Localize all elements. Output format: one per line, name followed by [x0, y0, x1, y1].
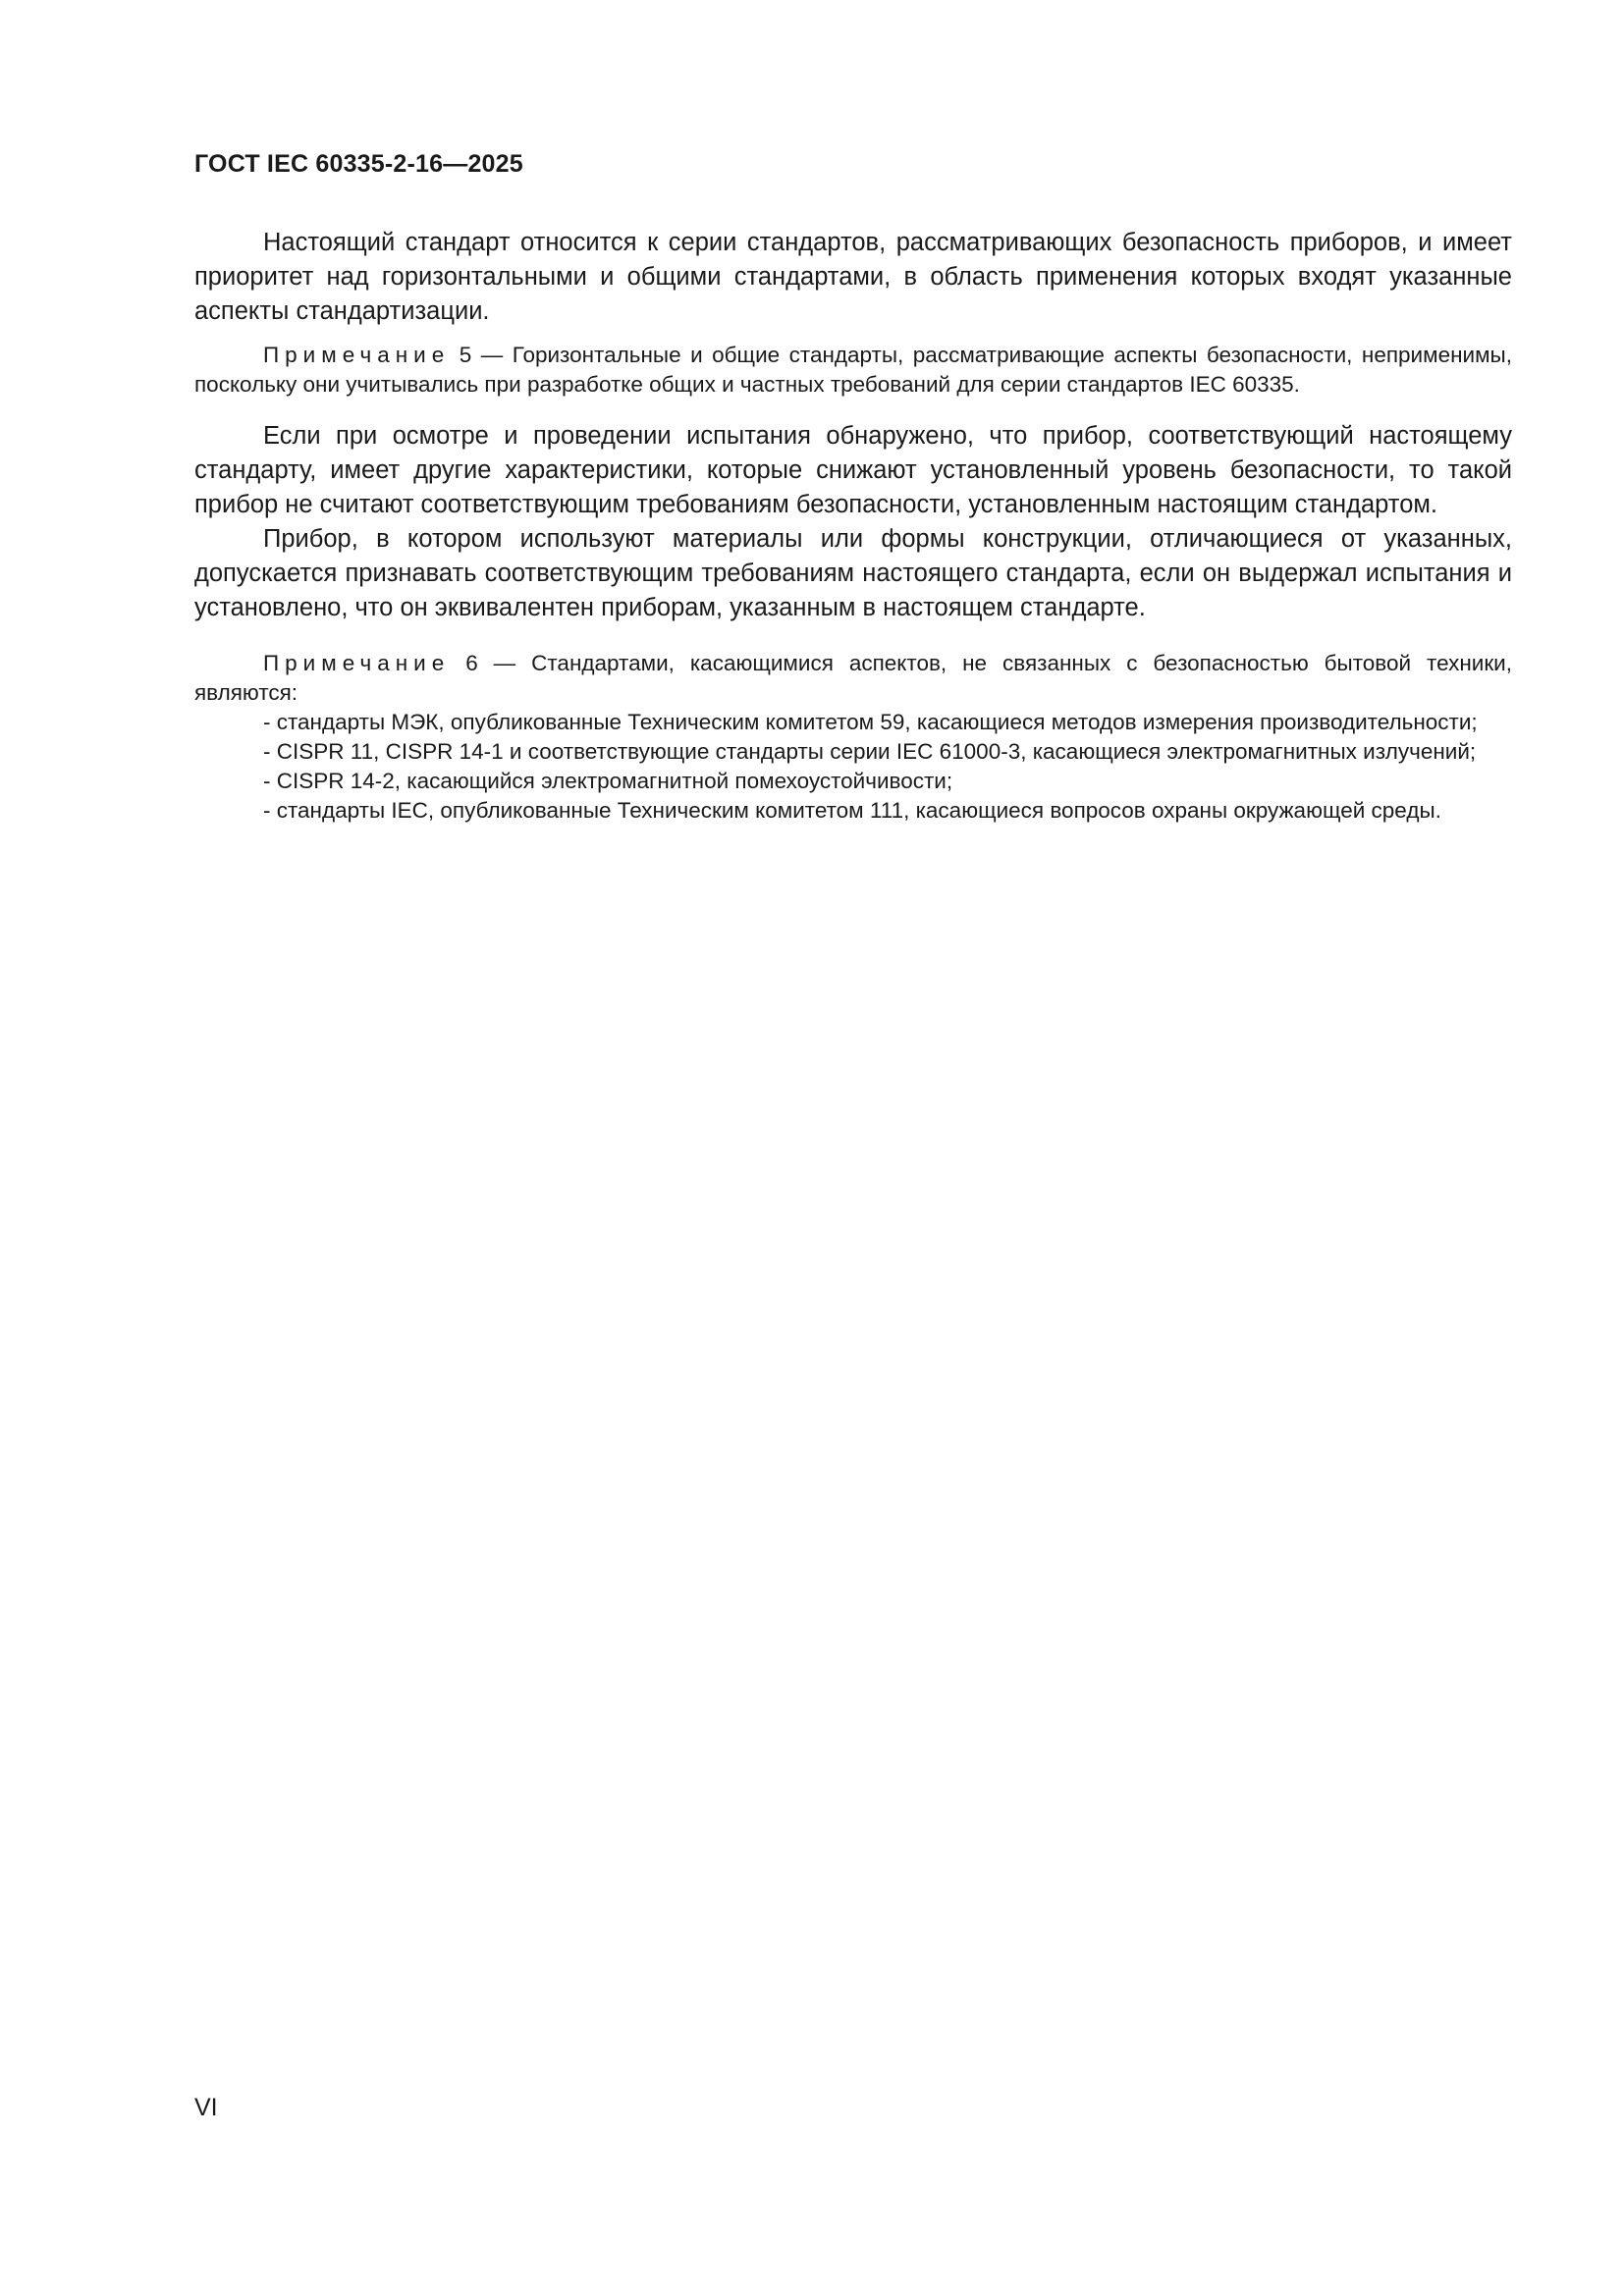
paragraph-nonconformity: Если при осмотре и проведении испытания обнаружено, что прибор, соответствующий настоящему стандарту, имеет другие характеристики, которые снижают установленный уровень безопасности, то такой прибор не считают соответствующим требованиям безопасности, установленным настоящим стандартом.	[194, 422, 1512, 518]
paragraph-equivalence: Прибор, в котором используют материалы или формы конструкции, отличающиеся от указанных, допускается признавать соответствующим требованиям настоящего стандарта, если он выдержал испытания и установлено, что он эквивалентен приборам, указанным в настоящем стандарте.	[194, 525, 1512, 621]
note-text: 6 — Стандартами, касающимися аспектов, не связанных с безопасностью бытовой техники, являются:	[194, 651, 1512, 705]
note-label: Примечание	[263, 343, 451, 367]
document-body	[194, 226, 1512, 826]
paragraph-scope: Настоящий стандарт относится к серии стандартов, рассматривающих безопасность приборов, и имеет приоритет над горизонтальными и общими стандартами, в область применения которых входят указанные аспекты стандартизации.	[194, 229, 1512, 325]
list-item: - CISPR 11, CISPR 14-1 и соответствующие стандарты серии IEC 61000-3, касающиеся электромагнитных излучений;	[263, 739, 1477, 764]
document-header: ГОСТ IEC 60335-2-16—2025	[194, 150, 523, 178]
list-item: - стандарты МЭК, опубликованные Техническим комитетом 59, касающиеся методов измерения производительности;	[263, 710, 1478, 734]
note-text: 5 — Горизонтальные и общие стандарты, рассматривающие аспекты безопасности, неприменимы, поскольку они учитывались при разработке общих и частных требований для серии стандартов IEC 60335.	[194, 343, 1512, 397]
list-item: - CISPR 14-2, касающийся электромагнитной помехоустойчивости;	[263, 769, 953, 793]
note-5	[194, 341, 1512, 400]
list-item: - стандарты IEC, опубликованные Техническим комитетом 111, касающиеся вопросов охраны окружающей среды.	[263, 798, 1441, 823]
note-6	[194, 649, 1512, 708]
page-number: VI	[194, 2094, 218, 2121]
note-label: Примечание	[263, 651, 451, 675]
